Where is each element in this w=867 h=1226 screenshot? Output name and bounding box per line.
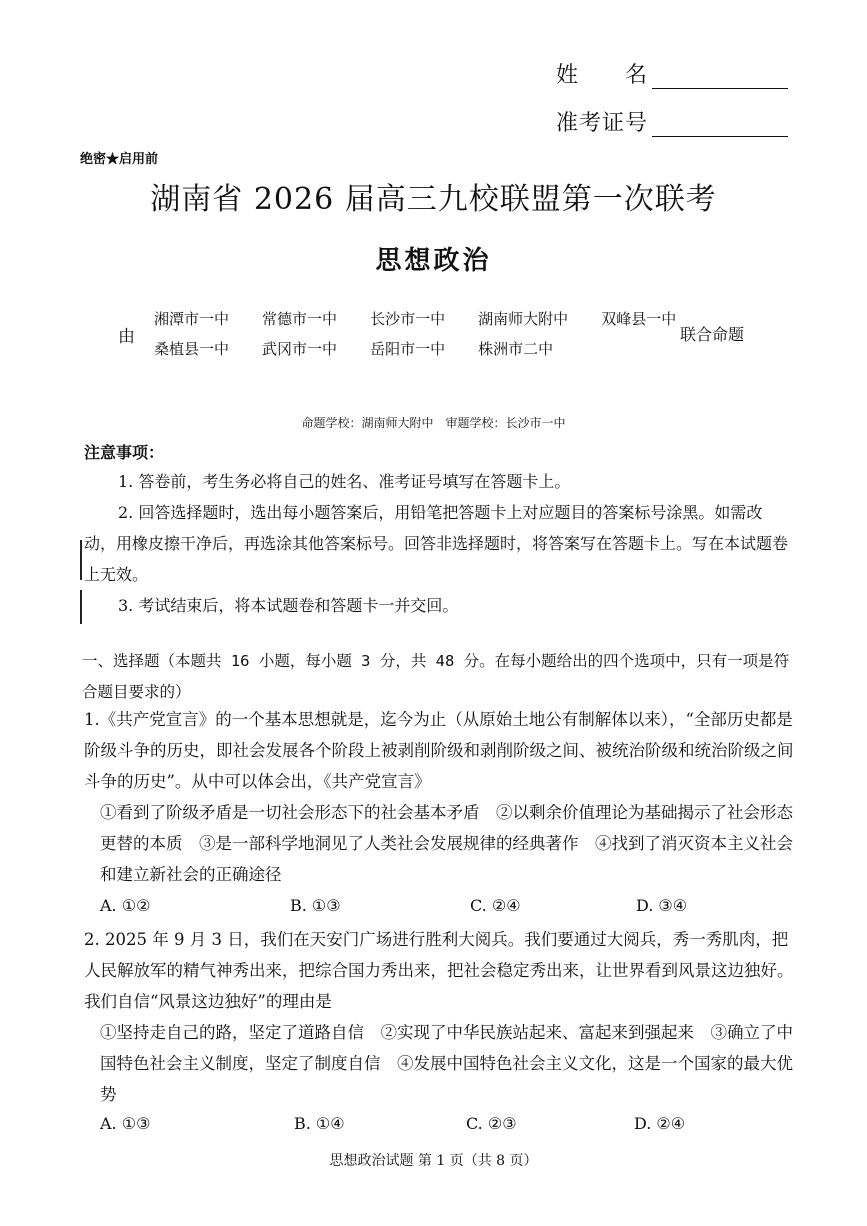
setter-line: 命题学校：湖南师大附中 审题学校：长沙市一中 [301, 416, 566, 430]
notice-heading: 注意事项： [84, 443, 165, 462]
exam-id-label: 准考证号 [556, 111, 649, 136]
margin-mark [80, 590, 82, 624]
joint-suffix: 联合命题 [680, 325, 745, 344]
option-d: D. ②④ [634, 1114, 686, 1133]
exam-subject: 思想政治 [375, 246, 492, 276]
school-name: 双峰县一中 [601, 310, 677, 328]
school-name: 常德市一中 [262, 310, 338, 328]
school-name: 桑植县一中 [154, 340, 230, 358]
school-name: 湖南师大附中 [478, 310, 569, 328]
exam-id-blank [652, 114, 788, 137]
name-field [556, 58, 788, 89]
school-name: 株洲市二中 [478, 340, 554, 358]
school-name: 武冈市一中 [262, 340, 338, 358]
option-c: C. ②③ [466, 1114, 517, 1133]
confidential-mark: 绝密★启用前 [80, 152, 159, 167]
exam-title: 湖南省 2026 届高三九校联盟第一次联考 [150, 182, 717, 217]
school-row-1 [154, 308, 700, 329]
name-blank [652, 66, 788, 89]
option-b: B. ①③ [290, 896, 341, 915]
school-row-2 [154, 338, 577, 359]
question-1-stem: 1.《共产党宣言》的一个基本思想就是，迄今为止（从原始土地公有制解体以来），“全部历史都是阶级斗争的历史，即社会发展各个阶段上被剥削阶级和剥削阶级之间、被统治阶级和统治阶级之间斗争的历史”。从中可以体会出，《共产党宣言》 [84, 710, 794, 791]
school-name: 湘潭市一中 [154, 310, 230, 328]
school-name: 长沙市一中 [370, 310, 446, 328]
exam-id-field [556, 106, 788, 137]
option-a: A. ①③ [100, 1114, 151, 1133]
question-1-options [100, 896, 790, 920]
joint-prefix: 由 [118, 327, 135, 347]
question-2-stem: 2. 2025 年 9 月 3 日，我们在天安门广场进行胜利大阅兵。我们要通过大阅兵，秀一秀肌肉，把人民解放军的精气神秀出来，把综合国力秀出来，把社会稳定秀出来，让世界看到风景这边独好。我们自信“风景这边独好”的理由是 [84, 930, 794, 1011]
school-name: 岳阳市一中 [370, 340, 446, 358]
option-b: B. ①④ [294, 1114, 345, 1133]
question-2-options [100, 1114, 790, 1138]
margin-mark [80, 540, 82, 580]
question-2-statements: ①坚持走自己的路，坚定了道路自信 ②实现了中华民族站起来、富起来到强起来 ③确立了中国特色社会主义制度，坚定了制度自信 ④发展中国特色社会主义文化，这是一个国家的最大优势 [100, 1023, 793, 1104]
notice-item-1: 1. 答卷前，考生务必将自己的姓名、准考证号填写在答题卡上。 [118, 472, 571, 491]
notice-item-3: 3. 考试结束后，将本试题卷和答题卡一并交回。 [118, 596, 459, 615]
section-heading: 一、选择题（本题共 16 小题，每小题 3 分，共 48 分。在每小题给出的四个选项中，只有一项是符合题目要求的） [82, 652, 790, 701]
option-a: A. ①② [100, 896, 151, 915]
page-footer: 思想政治试题 第 1 页（共 8 页） [329, 1153, 538, 1169]
name-label: 姓 名 [556, 63, 649, 88]
option-d: D. ③④ [636, 896, 688, 915]
option-c: C. ②④ [470, 896, 521, 915]
notice-item-2: 2. 回答选择题时，选出每小题答案后，用铅笔把答题卡上对应题目的答案标号涂黑。如需改动，用橡皮擦干净后，再选涂其他答案标号。回答非选择题时，将答案写在答题卡上。写在本试题卷上无效。 [84, 503, 789, 584]
question-1-statements: ①看到了阶级矛盾是一切社会形态下的社会基本矛盾 ②以剩余价值理论为基础揭示了社会形态更替的本质 ③是一部科学地洞见了人类社会发展规律的经典著作 ④找到了消灭资本主义社会和建立新社会的正确途径 [100, 803, 793, 884]
